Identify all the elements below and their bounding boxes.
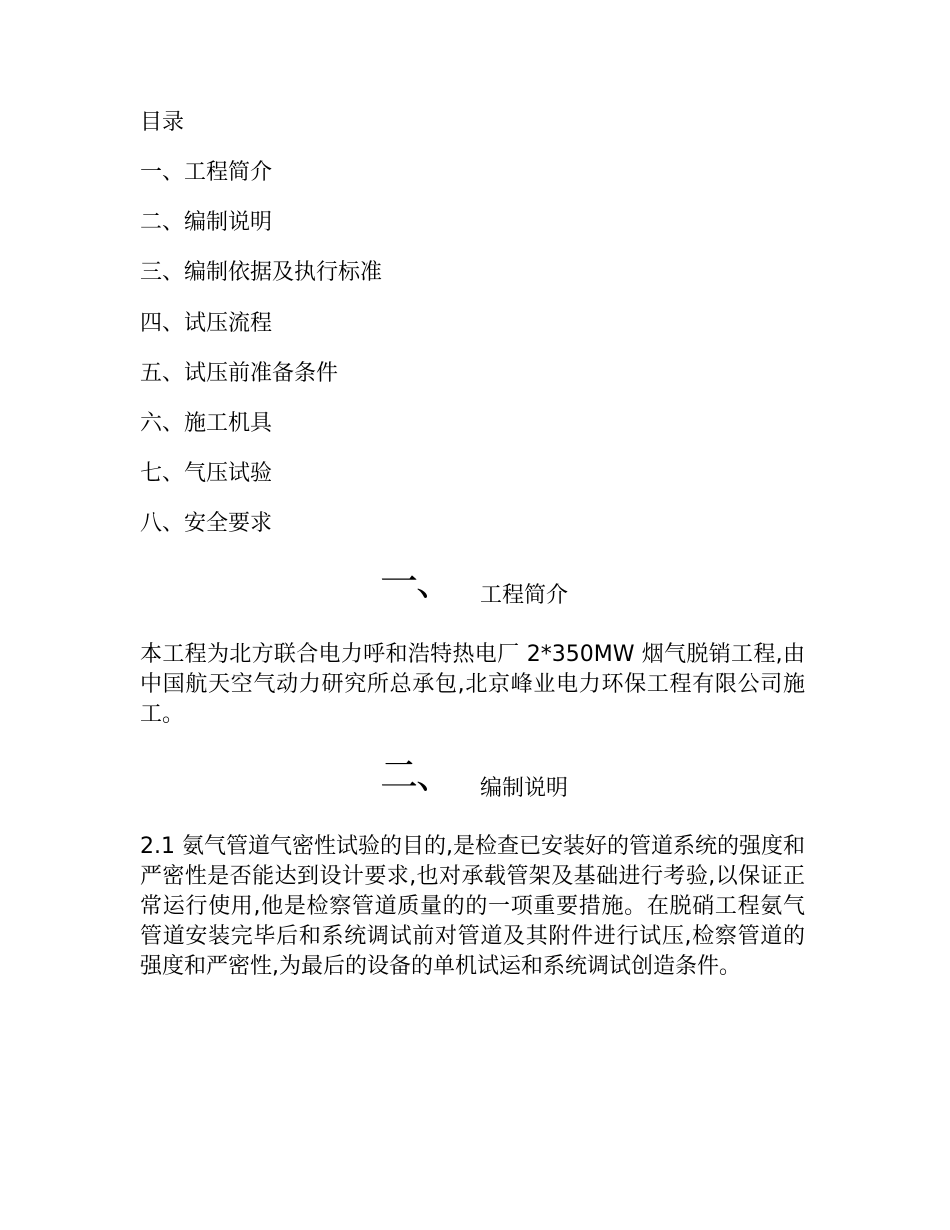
section-paragraph: 本工程为北方联合电力呼和浩特热电厂 2*350MW 烟气脱销工程,由中国航天空气动力研究所总承包,北京峰业电力环保工程有限公司施工。 <box>140 642 805 727</box>
section-title: 工程简介 <box>480 583 569 608</box>
section-heading <box>0 562 950 612</box>
toc-item: 七、气压试验 <box>140 461 273 487</box>
toc-item: 八、安全要求 <box>140 511 273 537</box>
section-heading <box>0 755 950 805</box>
toc-title: 目录 <box>140 110 185 135</box>
section-paragraph: 2.1 氨气管道气密性试验的目的,是检查已安装好的管道系统的强度和严密性是否能达到设计要求,也对承载管架及基础进行考验,以保证正常运行使用,他是检察管道质量的的一项重要措施。在脱硝工程氨气管道安装完毕后和系统调试前对管道及其附件进行试压,检察管道的强度和严密性,为最后的设备的单机试运和系统调试创造条件。 <box>140 834 805 979</box>
toc-item: 五、试压前准备条件 <box>140 360 339 386</box>
section-number: 一、 <box>380 560 453 604</box>
toc-item: 一、工程简介 <box>140 160 273 185</box>
section-title: 编制说明 <box>480 776 569 801</box>
toc-item: 六、施工机具 <box>140 410 273 436</box>
table-of-contents <box>140 159 382 561</box>
section-number: 二、 <box>380 753 453 797</box>
toc-item: 四、试压流程 <box>140 310 273 336</box>
toc-item: 三、编制依据及执行标准 <box>140 260 383 286</box>
toc-item: 二、编制说明 <box>140 210 273 236</box>
